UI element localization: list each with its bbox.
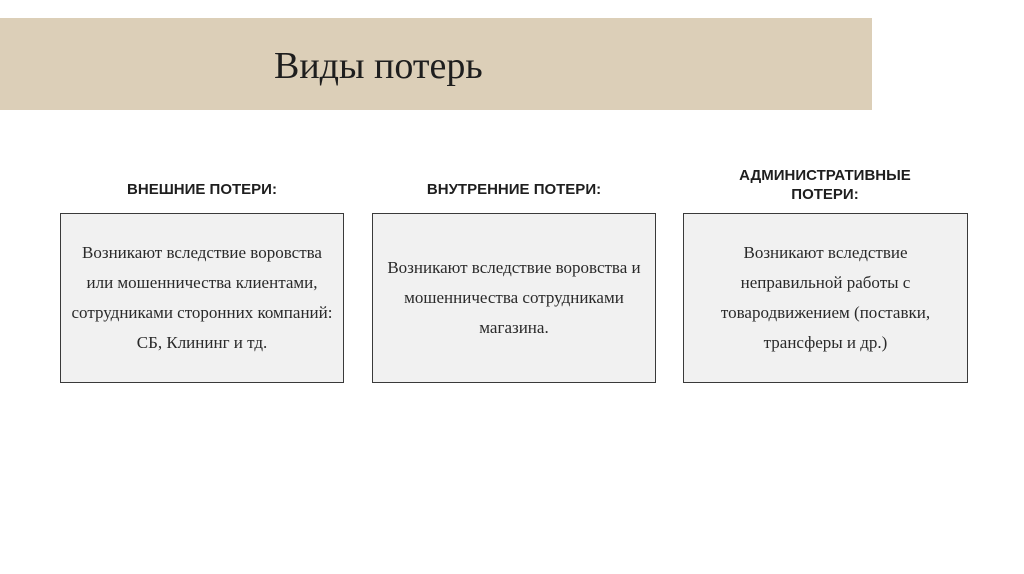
internal-losses-text: Возникают вследствие воровства и мошенничества сотрудниками магазина. [387, 258, 641, 337]
external-losses-heading: ВНЕШНИЕ ПОТЕРИ: [127, 181, 277, 198]
administrative-losses-text: Возникают вследствие неправильной работы с товародвижением (поставки, трансферы и др.) [720, 243, 931, 352]
internal-losses-box [372, 213, 656, 383]
slide-title: Виды потерь [274, 45, 483, 87]
administrative-losses-box [683, 213, 968, 383]
external-losses-box [60, 213, 344, 383]
internal-losses-heading: ВНУТРЕННИЕ ПОТЕРИ: [426, 181, 602, 198]
external-losses-text: Возникают вследствие воровства или мошенничества клиентами, сотрудниками сторонних компаний: СБ, Клининг и тд. [71, 243, 333, 352]
administrative-losses-heading: АДМИНИСТРАТИВНЫЕ ПОТЕРИ: [739, 167, 911, 203]
